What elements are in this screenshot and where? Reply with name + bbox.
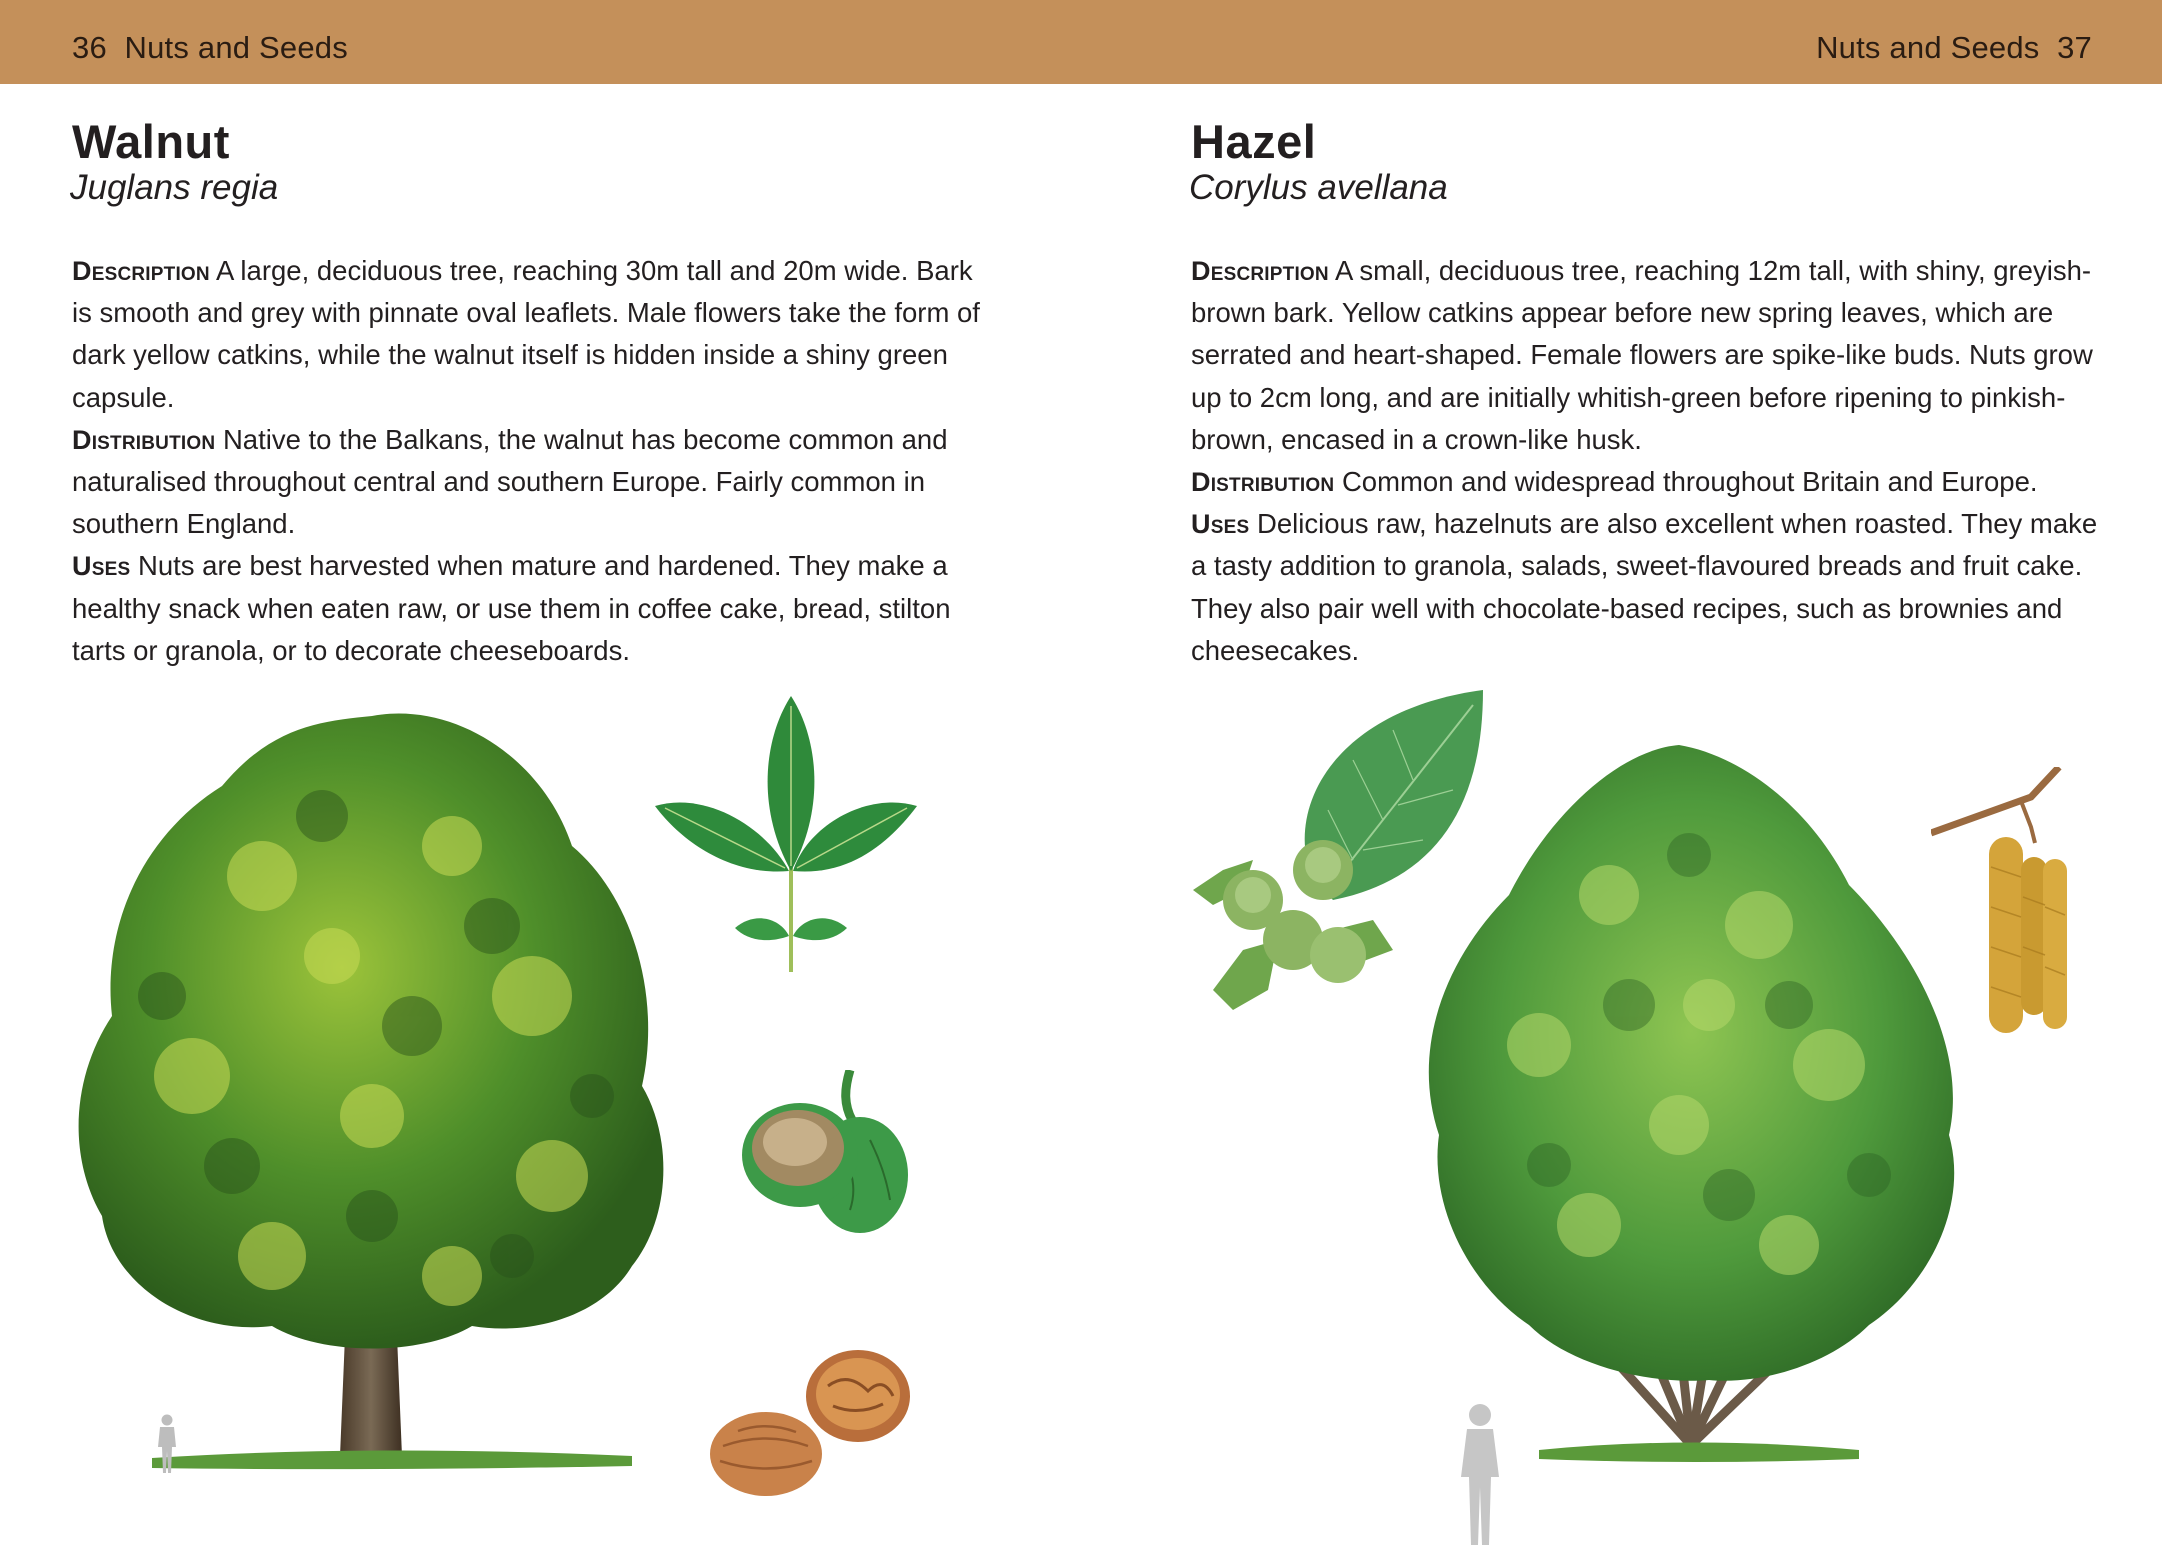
description-paragraph xyxy=(1191,250,2116,461)
distribution-paragraph xyxy=(1191,461,2116,503)
section-title-right: Nuts and Seeds xyxy=(1816,30,2040,65)
tree-icon xyxy=(72,696,697,1481)
uses-label: Uses xyxy=(1191,509,1250,540)
uses-text: Nuts are best harvested when mature and hardened. They make a healthy snack when eaten raw, or use them in coffee cake, bread, stilton tarts or granola, or to decorate cheeseboards. xyxy=(72,550,951,666)
description-text: A large, deciduous tree, reaching 30m tall and 20m wide. Bark is smooth and grey with pinnate oval leaflets. Male flowers take the form of dark yellow catkins, while the walnut itself is hidden inside a shiny green capsule. xyxy=(72,255,980,413)
page-title: Walnut xyxy=(72,115,230,168)
uses-paragraph xyxy=(72,545,992,672)
walnut-icon xyxy=(708,1346,912,1498)
catkin-icon xyxy=(1931,767,2071,1035)
leaf-icon xyxy=(655,696,917,972)
page-hazel xyxy=(1081,84,2162,1562)
page-walnut xyxy=(0,84,1081,1562)
latin-name: Juglans regia xyxy=(70,168,279,207)
green-walnut-icon xyxy=(740,1070,912,1236)
distribution-label: Distribution xyxy=(72,424,216,455)
distribution-paragraph xyxy=(72,419,992,546)
tree-icon xyxy=(1409,745,1975,1463)
human-scale-figure xyxy=(154,1413,180,1475)
latin-name: Corylus avellana xyxy=(1189,168,1448,207)
walnut-leaf-illustration xyxy=(655,696,917,972)
uses-label: Uses xyxy=(72,551,131,582)
running-head-left xyxy=(72,28,348,68)
hazel-tree-illustration xyxy=(1409,745,1975,1463)
description-label: Description xyxy=(1191,256,1329,286)
human-scale-figure xyxy=(1455,1401,1505,1547)
distribution-label: Distribution xyxy=(1191,467,1335,498)
walnuts-in-shell-illustration xyxy=(708,1346,912,1498)
species-description xyxy=(1191,250,2116,672)
person-silhouette-icon xyxy=(1455,1401,1505,1547)
green-walnut-husk-illustration xyxy=(740,1070,912,1236)
description-text: A small, deciduous tree, reaching 12m tall, with shiny, greyish-brown bark. Yellow catkins appear before new spring leaves, which are serrated and heart-shaped. Female flowers are spike-like buds. Nuts grow up to 2cm long, and are initially whitish-green before ripening to pinkish-brown, encased in a crown-like husk. xyxy=(1191,255,2093,455)
hazel-catkins-illustration xyxy=(1931,767,2071,1035)
uses-text: Delicious raw, hazelnuts are also excellent when roasted. They make a tasty addition to granola, salads, sweet-flavoured breads and fruit cake. They also pair well with chocolate-based recipes, such as brownies and cheesecakes. xyxy=(1191,508,2098,666)
species-description xyxy=(72,250,992,672)
page-number-right: 37 xyxy=(2057,30,2092,65)
walnut-tree-illustration xyxy=(72,696,697,1481)
section-title-left: Nuts and Seeds xyxy=(124,30,348,65)
page-number-left: 36 xyxy=(72,30,107,65)
uses-paragraph xyxy=(1191,503,2116,672)
description-label: Description xyxy=(72,256,210,286)
description-paragraph xyxy=(72,250,992,419)
running-head-right xyxy=(1816,28,2092,68)
distribution-text: Common and widespread throughout Britain and Europe. xyxy=(1341,466,2038,498)
page-title: Hazel xyxy=(1191,115,1317,168)
person-silhouette-icon xyxy=(154,1413,180,1475)
distribution-text: Native to the Balkans, the walnut has become common and naturalised throughout central and southern Europe. Fairly common in southern England. xyxy=(72,423,948,540)
